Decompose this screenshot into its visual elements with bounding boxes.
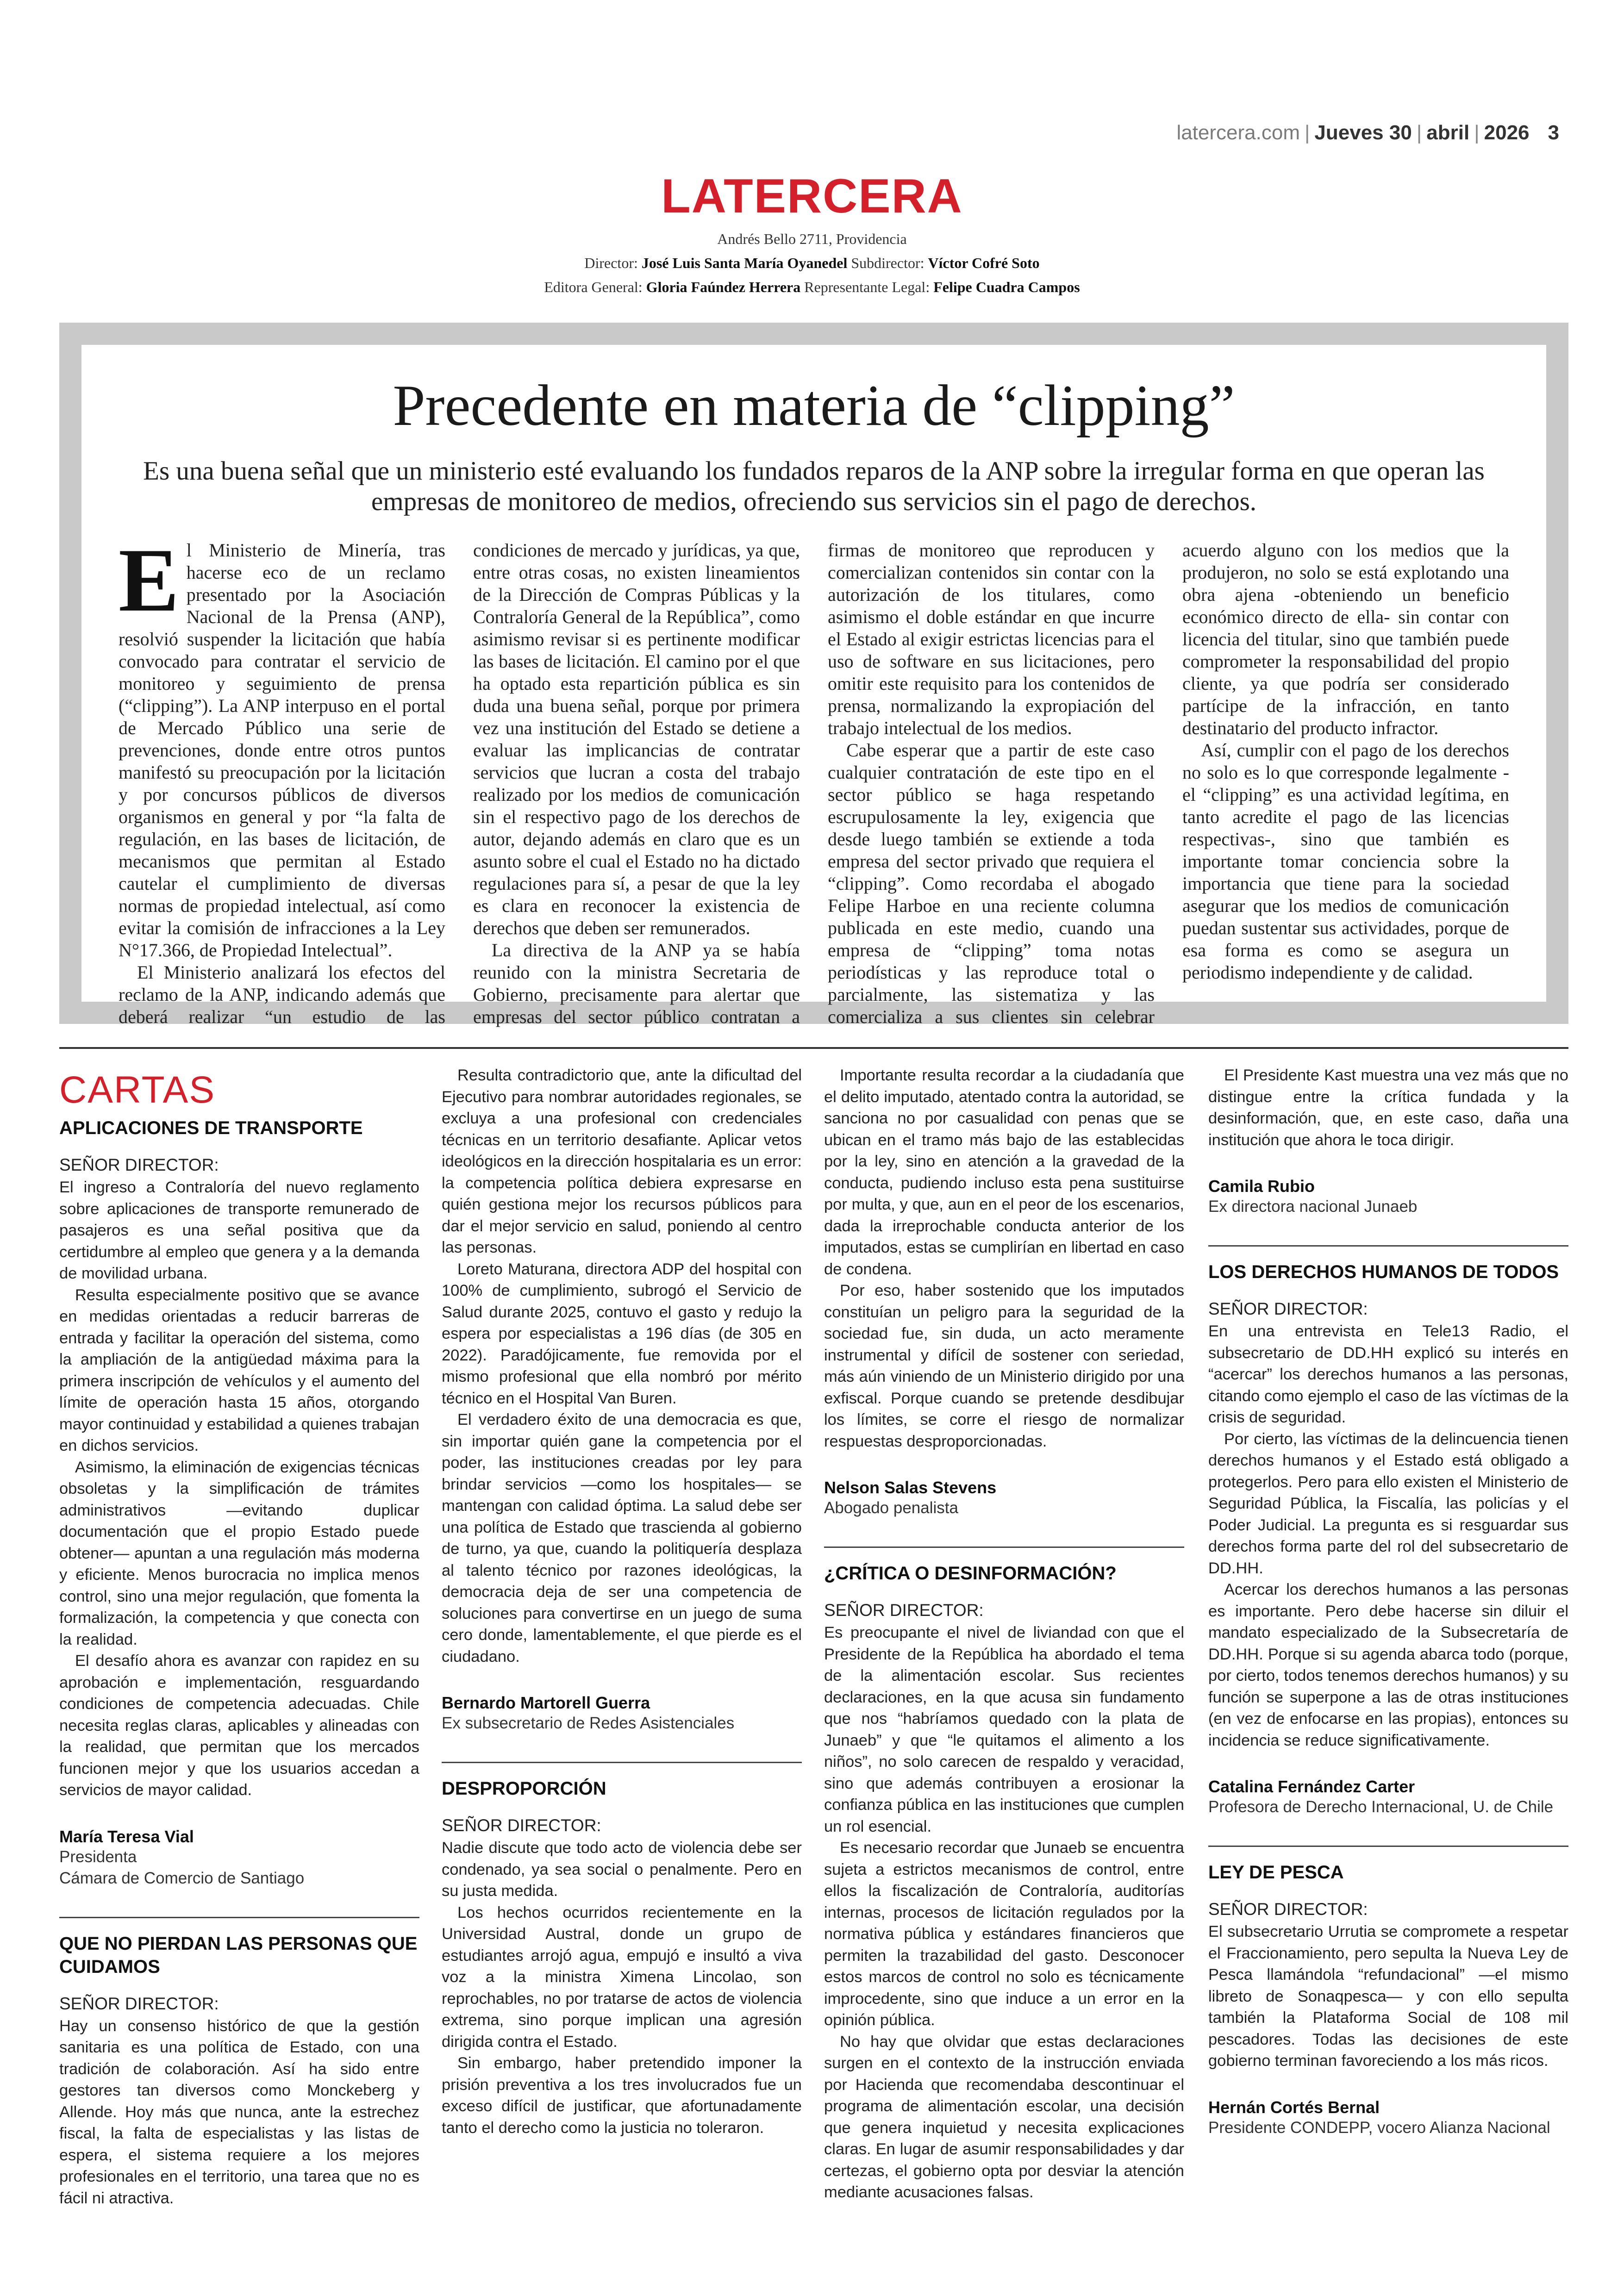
letter-divider — [59, 1917, 419, 1918]
letter-divider — [824, 1547, 1184, 1548]
header-divider: | — [1304, 121, 1310, 144]
header-day: Jueves 30 — [1314, 121, 1412, 144]
letter-salutation: SEÑOR DIRECTOR: — [442, 1816, 601, 1835]
letter-signature: María Teresa Vial — [59, 1827, 194, 1846]
cartas-column-4 — [1208, 1065, 1568, 2139]
editora-name: Gloria Faúndez Herrera — [646, 279, 801, 295]
letter-divider — [442, 1762, 802, 1763]
letter-body: Nadie discute que todo acto de violencia debe ser condenado, ya sea social o penalmente. Pero en su justa medida. Los hechos ocurridos recientemente en la Universidad Austral, donde un grupo de estudiantes arrojó agua, empujó e insultó a viva voz a la ministra Ximena Lincolao, son reprochables, no por tratarse de actos de violencia extrema, sino porque implican una agresión dirigida contra el Estado. Sin embargo, haber pretendido imponer la prisión preventiva a los tres involucrados fue un exceso difícil de justificar, que afortunadamente tanto el derecho como la justicia no toleraron. — [442, 1839, 802, 2137]
editorial-frame — [59, 323, 1568, 1027]
letter-signature: Bernardo Martorell Guerra — [442, 1693, 650, 1712]
letter-body-continued: Resulta contradictorio que, ante la dificultad del Ejecutivo para nombrar autoridades regionales, se excluya a una profesional con credenciales técnicas en un territorio desafiante. Aplicar vetos ideológicos en la dirección hospitalaria es un error: la competencia política debiera expresarse en quién gestiona mejor los recursos públicos para dar el mejor servicio en salud, poniendo al centro las personas. Loreto Maturana, directora ADP del hospital con 100% de cumplimiento, subrogó el Servicio de Salud durante 2025, contuvo el gasto y redujo la espera por especialistas a 196 días (de 305 en 2022). Paradójicamente, fue removida por el mismo profesional que ella nombró por mérito técnico en el Hospital Van Buren. El verdadero éxito de una democracia es que, sin importar quién gane la competencia por el poder, las instituciones creadas por ley para brindar servicios —como los hospitales— se mantengan con calidad óptima. La salud debe ser una política de Estado que trascienda al gobierno de turno, ya que, cuando la politiquería desplaza al talento técnico por razones ideológicas, la democracia deja de ser una competencia de soluciones para convertirse en un juego de suma cero donde, lamentablemente, el que pierde es el ciudadano. — [442, 1066, 802, 1665]
header-divider: | — [1474, 121, 1480, 144]
masthead — [0, 169, 1624, 299]
letter-signature-role: Presidente CONDEPP, vocero Alianza Nacional — [1208, 2118, 1550, 2137]
page-header-meta — [1176, 121, 1559, 144]
cartas-column-3 — [824, 1065, 1184, 2203]
letter-heading: QUE NO PIERDAN LAS PERSONAS QUE CUIDAMOS — [59, 1933, 418, 1977]
editorial-paragraph: El Ministerio analizará los efectos del reclamo de la ANP, indicando además que deberá realizar “un estudio de las condiciones de mercado y jurídicas, ya que, entre otras cosas, no existen lineamientos de la Dirección de Compras Públicas y la Contraloría General de la República”, como asimismo revisar si es pertinente modificar las bases de licitación. El camino por el que ha optado esta repartición pública es sin duda una buena señal, porque por primera vez una institución del Estado se detiene a evaluar las implicancias de contratar servicios que lucran a costa del trabajo realizado por los medios de comunicación sin el respectivo pago de los derechos de autor, dejando además en claro que es un asunto sobre el cual el Estado no ha dictado regulaciones para sí, a pesar de que la ley es clara en reconocer la existencia de derechos que deben ser remunerados. — [119, 540, 800, 1027]
subdirector-name: Víctor Cofré Soto — [928, 255, 1040, 271]
letter-signature-role: Ex subsecretario de Redes Asistenciales — [442, 1714, 735, 1732]
header-month: abril — [1426, 121, 1470, 144]
subdirector-label: Subdirector: — [851, 255, 924, 271]
editorial-box — [81, 345, 1546, 1027]
letter-signature: Catalina Fernández Carter — [1208, 1777, 1415, 1796]
masthead-credits-line-2 — [0, 275, 1624, 299]
letter-signature-role: Ex directora nacional Junaeb — [1208, 1197, 1418, 1216]
newspaper-logo: LATERCERA — [661, 169, 963, 223]
letter-body-continued: El Presidente Kast muestra una vez más que no distingue entre la crítica fundada y la desinformación, que, en este caso, daña una institución que ahora le toca dirigir. — [1208, 1066, 1568, 1149]
letter-heading: LEY DE PESCA — [1208, 1862, 1344, 1883]
letter-salutation: SEÑOR DIRECTOR: — [59, 1994, 219, 2013]
letter-body: El ingreso a Contraloría del nuevo reglamento sobre aplicaciones de transporte remunerado de pasajeros es una señal positiva que da certidumbre al empleo que genera y a la demanda de movilidad urbana. Resulta especialmente positivo que se avance en medidas orientadas a reducir barreras de entrada y facilitar la operación del sistema, como la ampliación de la antigüedad máxima para la primera inscripción de vehículos y el aumento del límite de operación hasta 15 años, otorgando mayor continuidad y estabilidad a quienes trabajan en dichos servicios. Asimismo, la eliminación de exigencias técnicas obsoletas y la simplificación de trámites administrativos —evitando duplicar documentación que el propio Estado puede obtener— apuntan a una regulación más moderna y eficiente. Menos burocracia no implica menos control, sino una mejor regulación, que fomenta la formalización, la competencia y que conecta con la realidad. El desafío ahora es avanzar con rapidez en su aprobación e implementación, resguardando condiciones de competencia adecuadas. Chile necesita reglas claras, aplicables y alineadas con la realidad, que permitan que los mercados funcionen mejor y que los usuarios accedan a servicios de mayor calidad. — [59, 1179, 419, 1799]
editorial-paragraph: Cabe esperar que a partir de este caso cualquier contratación de este tipo en el sector público se haga respetando escrupulosamente la ley, exigencia que desde luego también se extiende a toda empresa del sector privado que requiera el “clipping”. Como recordaba el abogado Felipe Harboe en una reciente columna publicada en este medio, cuando una empresa de “clipping” toma notas periodísticas y las reproduce total o parcialmente, las sistematiza y las comercializa a sus clientes sin celebrar acuerdo alguno con los medios que la produjeron, no solo se está explotando una obra ajena -obteniendo un beneficio económico directo de ella- sin contar con licencia del titular, sino que también puede comprometer la responsabilidad del propio cliente, ya que podría ser considerado partícipe de la infracción, en tanto destinatario del producto infractor. — [828, 540, 1509, 1027]
masthead-credits-line-1 — [0, 251, 1624, 275]
letter-salutation: SEÑOR DIRECTOR: — [1208, 1900, 1368, 1919]
letter-body: Es preocupante el nivel de liviandad con que el Presidente de la República ha abordado el tema de la alimentación escolar. Sus recientes declaraciones, en la que acusa sin fundamento que nos “habríamos quedado con la plata de Junaeb” y que “le quitamos el alimento a los niños”, no solo carecen de respaldo y veracidad, sino que además contribuyen a erosionar la confianza pública en las instituciones que cumplen un rol esencial. Es necesario recordar que Junaeb se encuentra sujeta a estrictos mecanismos de control, entre ellos la fiscalización de Contraloría, auditorías internas, procesos de licitación regulados por la normativa pública y estándares financieros que permiten la trazabilidad del gasto. Desconocer estos marcos de control no solo es técnicamente improcedente, sino que induce a un error en la opinión pública. No hay que olvidar que estas declaraciones surgen en el contexto de la instrucción enviada por Hacienda que recomendaba descontinuar el programa de alimentación escolar, una decisión que genera inquietud y necesita explicaciones claras. En lugar de asumir responsabilidades y dar certezas, el gobierno opta por desviar la atención mediante acusaciones falsas. — [824, 1624, 1184, 2201]
drop-cap: E — [119, 530, 179, 630]
letter-heading: DESPROPORCIÓN — [442, 1778, 606, 1799]
letter-body: Hay un consenso histórico de que la gestión sanitaria es una política de Estado, con una tradición de colaboración. Así ha sido entre gestores tan diversos como Monckeberg y Allende. Hoy más que nunca, ante la estrechez fiscal, la falta de especialistas y las listas de espera, el sistema requiere a los mejores profesionales en el territorio, una tarea que no es fácil ni atractiva. — [59, 2017, 419, 2207]
letter-divider — [1208, 1245, 1568, 1247]
masthead-address: Andrés Bello 2711, Providencia — [717, 231, 907, 247]
site-url[interactable]: latercera.com — [1176, 121, 1300, 144]
editorial-paragraph: La directiva de la ANP ya se había reunido con la ministra Secretaria de Gobierno, precisamente para alertar que empresas del sector público contratan a firmas de monitoreo que reproducen y comercializan contenidos sin contar con la autorización de los titulares, como asimismo el doble estándar en que incurre el Estado al exigir estrictas licencias para el uso de software en sus licitaciones, pero omitir este requisito para los contenidos de prensa, normalizando la expropiación del trabajo intelectual de los medios. — [473, 540, 1155, 1027]
letter-body: En una entrevista en Tele13 Radio, el subsecretario de DD.HH explicó su interés en “acercar” los derechos humanos a las personas, citando como ejemplo el caso de las víctimas de la crisis de seguridad. Por cierto, las víctimas de la delincuencia tienen derechos humanos y el Estado está obligado a protegerlos. Pero para ello existen el Ministerio de Seguridad Pública, la Fiscalía, las policías y el Poder Judicial. La pregunta es si resguardar sus derechos forma parte del rol del subsecretario de DD.HH. Acercar los derechos humanos a las personas es importante. Pero debe hacerse sin diluir el mandato especializado de la Subsecretaría de DD.HH. Porque si su agenda abarca todo (porque, por cierto, todos tenemos derechos humanos) y su función se superpone a las de otras instituciones (en vez de enfocarse en las propias), entonces su incidencia se reduce significativamente. — [1208, 1322, 1568, 1749]
letter-salutation: SEÑOR DIRECTOR: — [59, 1155, 219, 1174]
letter-signature: Nelson Salas Stevens — [824, 1478, 997, 1497]
representante-name: Felipe Cuadra Campos — [933, 279, 1080, 295]
letter-heading: ¿CRÍTICA O DESINFORMACIÓN? — [824, 1563, 1117, 1584]
representante-label: Representante Legal: — [804, 279, 930, 295]
letter-signature-role: Profesora de Derecho Internacional, U. de Chile — [1208, 1798, 1554, 1816]
letter-signature-role: Presidenta Cámara de Comercio de Santiago — [59, 1847, 305, 1887]
letter-salutation: SEÑOR DIRECTOR: — [1208, 1299, 1368, 1318]
letter-heading: APLICACIONES DE TRANSPORTE — [59, 1118, 363, 1138]
letter-signature-role: Abogado penalista — [824, 1499, 958, 1517]
letter-divider — [1208, 1846, 1568, 1847]
header-year: 2026 — [1484, 121, 1530, 144]
letter-body: El subsecretario Urrutia se compromete a respetar el Fraccionamiento, pero sepulta la Nueva Ley de Pesca llamándola “refundacional” —el mismo libreto de Sonaqpesca— y con ello sepulta también la Plataforma Social de 108 mil pescadores. Todas las decisiones de este gobierno terminan favoreciendo a los más ricos. — [1208, 1923, 1568, 2070]
editorial-title: Precedente en materia de “clipping” — [393, 374, 1235, 438]
letter-signature: Hernán Cortés Bernal — [1208, 2097, 1380, 2117]
director-label: Director: — [584, 255, 638, 271]
section-title: CARTAS — [59, 1069, 216, 1111]
editorial-body — [119, 530, 1509, 1028]
page-number: 3 — [1548, 121, 1559, 144]
letter-heading: LOS DERECHOS HUMANOS DE TODOS — [1208, 1262, 1559, 1282]
editorial-paragraph: Así, cumplir con el pago de los derechos no solo es lo que corresponde legalmente -el “clipping” es una actividad legítima, en tanto acredite el pago de las licencias respectivas-, sino que también es importante tomar conciencia sobre la importancia que tiene para la sociedad asegurar que los medios de comunicación puedan sustentar sus actividades, porque de esa forma es como se asegura un periodismo independiente y de calidad. — [1182, 740, 1509, 983]
letter-salutation: SEÑOR DIRECTOR: — [824, 1601, 984, 1620]
header-divider: | — [1416, 121, 1422, 144]
cartas-column-1 — [59, 1065, 419, 2209]
section-divider — [59, 1047, 1568, 1049]
editorial-subtitle: Es una buena señal que un ministerio esté evaluando los fundados reparos de la ANP sobre la irregular forma en que operan las empresas de monitoreo de medios, ofreciendo sus servicios sin el pago de derechos. — [143, 456, 1485, 516]
editora-label: Editora General: — [544, 279, 643, 295]
letter-body-continued: Importante resulta recordar a la ciudadanía que el delito imputado, atentado contra la autoridad, se sanciona no por casualidad con penas que se ubican en el tramo más bajo de las establecidas por la ley, sino en atención a la gravedad de la conducta, pudiendo incluso esta pena sustituirse por multa, y que, aun en el peor de los escenarios, dada la irreprochable conducta anterior de los imputados, estas se cumplirían en libertad en caso de condena. Por eso, haber sostenido que los imputados constituían un peligro para la seguridad de la sociedad fue, sin duda, un acto meramente instrumental y difícil de sostener con seriedad, más aún viniendo de un Ministerio dirigido por una exfiscal. Porque cuando se pretende desdibujar los límites, se corre el riesgo de normalizar respuestas desproporcionadas. — [824, 1066, 1184, 1450]
letter-signature: Camila Rubio — [1208, 1177, 1315, 1196]
cartas-column-2 — [442, 1065, 802, 2139]
editorial-paragraph: El Ministerio de Minería, tras hacerse eco de un reclamo presentado por la Asociación Nacional de la Prensa (ANP), resolvió suspender la licitación que había convocado para contratar el servicio de monitoreo y seguimiento de prensa (“clipping”). La ANP interpuso en el portal de Mercado Público una serie de prevenciones, donde entre otros puntos manifestó su preocupación por la licitación y por concursos públicos de diversos organismos en general y por “la falta de regulación, en las bases de licitación, de mecanismos que permitan al Estado cautelar el cumplimiento de diversas normas de propiedad intelectual, así como evitar la comisión de infracciones a la Ley N°17.366, de Propiedad Intelectual”. — [119, 530, 445, 960]
director-name: José Luis Santa María Oyanedel — [641, 255, 848, 271]
